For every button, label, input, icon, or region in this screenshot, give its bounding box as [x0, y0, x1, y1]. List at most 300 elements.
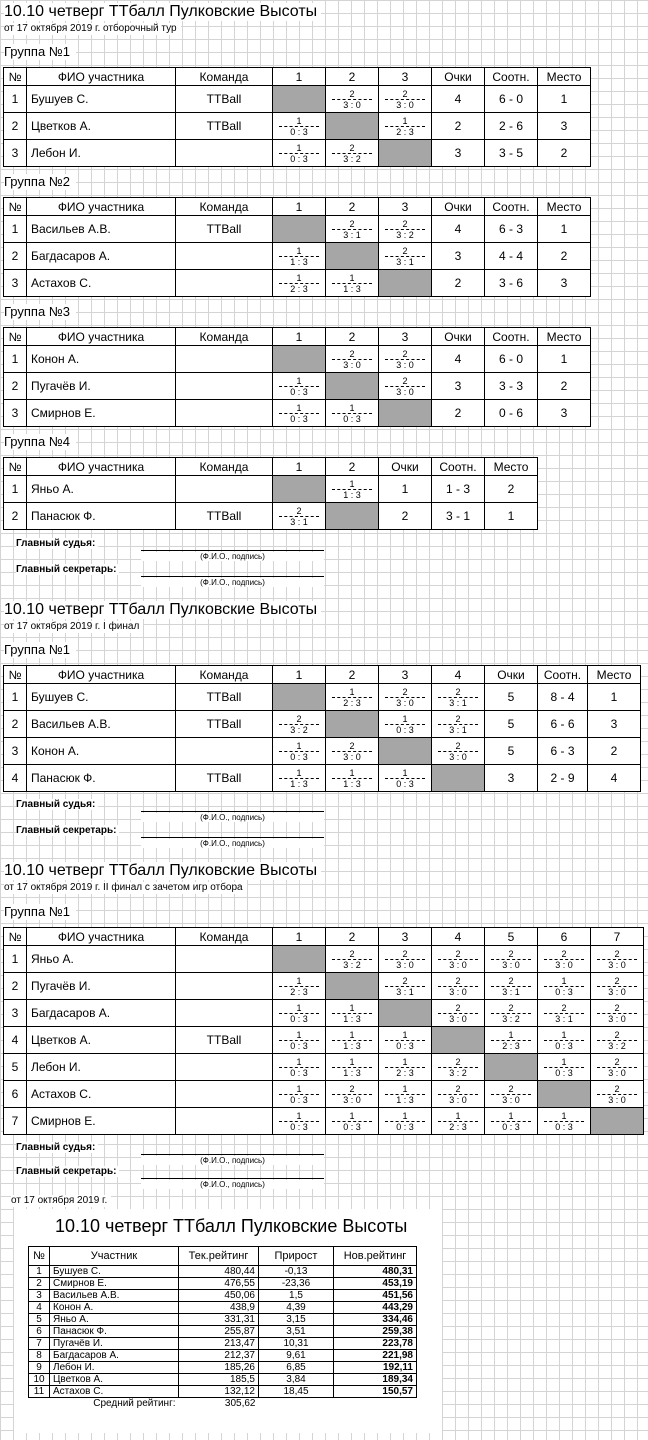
score: [326, 479, 378, 500]
set-score: 3 : 0: [608, 959, 626, 970]
points: 4: [432, 216, 485, 243]
match-points: 1: [279, 376, 319, 387]
row-number: 3: [4, 270, 27, 297]
ratio: 0 - 6: [485, 400, 538, 427]
set-score: 1 : 3: [343, 283, 361, 294]
row-number: 3: [4, 1000, 27, 1027]
team-name: [176, 400, 273, 427]
player-name: Яньо А.: [27, 476, 176, 503]
score: [326, 89, 378, 110]
rating-num: 2: [29, 1278, 50, 1290]
secretary-label: Главный секретарь:: [16, 1166, 119, 1177]
secretary-signature-line: [141, 576, 324, 577]
row-number: 1: [4, 86, 27, 113]
match-points: 1: [332, 479, 372, 490]
score-cell: [379, 113, 432, 140]
player-name: Пугачёв И.: [27, 373, 176, 400]
match-points: 1: [332, 273, 372, 284]
score: [273, 116, 325, 137]
self-cell: [273, 86, 326, 113]
rating-new: 150,57: [334, 1386, 417, 1398]
score-cell: [485, 1000, 538, 1027]
score: [326, 1084, 378, 1105]
rating-average-label: Средний рейтинг:: [93, 1398, 176, 1409]
match-points: 2: [279, 506, 319, 517]
match-points: 2: [438, 1084, 478, 1095]
set-score: 3 : 0: [449, 1094, 467, 1105]
ratio: 1 - 3: [432, 476, 485, 503]
match-points: 2: [438, 714, 478, 725]
player-name: Панасюк Ф.: [27, 765, 176, 792]
rating-player: Пугачёв И.: [50, 1338, 179, 1350]
ratio: 6 - 3: [485, 216, 538, 243]
rating-player: Бушуев С.: [50, 1266, 179, 1278]
score: [326, 1111, 378, 1132]
self-cell: [432, 765, 485, 792]
set-score: 3 : 1: [396, 256, 414, 267]
header-name: ФИО участника: [27, 666, 176, 684]
header-ratio: Соотн.: [432, 458, 485, 476]
row-number: 6: [4, 1081, 27, 1108]
rating-header-current: Тек.рейтинг: [179, 1247, 259, 1266]
match-points: 1: [385, 116, 425, 127]
rating-current: 480,44: [179, 1266, 259, 1278]
score-cell: [326, 684, 379, 711]
header-points: Очки: [485, 666, 538, 684]
score: [379, 976, 431, 997]
rating-num: 7: [29, 1338, 50, 1350]
table-row: [4, 1054, 644, 1081]
set-score: 3 : 0: [608, 1067, 626, 1078]
final1-subtitle: от 17 октября 2019 г. I финал: [4, 621, 143, 633]
set-score: 3 : 0: [343, 359, 361, 370]
score: [432, 1057, 484, 1078]
rating-row: [29, 1350, 417, 1362]
score: [273, 976, 325, 997]
score: [432, 741, 484, 762]
header-name: ФИО участника: [27, 328, 176, 346]
rating-row: [29, 1362, 417, 1374]
table-row: [4, 684, 641, 711]
score: [273, 1003, 325, 1024]
set-score: 3 : 1: [343, 229, 361, 240]
set-score: 3 : 1: [449, 724, 467, 735]
header-opponent-2: 2: [326, 198, 379, 216]
final1-table: [3, 665, 641, 792]
header-num: №: [4, 928, 27, 946]
score: [379, 1111, 431, 1132]
score: [538, 1057, 590, 1078]
header-opponent-3: 3: [379, 666, 432, 684]
score-cell: [379, 216, 432, 243]
secretary-signature-line: [141, 1178, 324, 1179]
header-opponent-1: 1: [273, 198, 326, 216]
match-points: 2: [491, 1003, 531, 1014]
match-points: 1: [332, 1111, 372, 1122]
match-points: 2: [385, 376, 425, 387]
points: 1: [379, 476, 432, 503]
points: 3: [432, 140, 485, 167]
rating-new: 223,78: [334, 1338, 417, 1350]
rating-average-value: 305,62: [224, 1398, 256, 1409]
row-number: 1: [4, 946, 27, 973]
ratio: 6 - 3: [538, 738, 588, 765]
row-number: 2: [4, 711, 27, 738]
place: 2: [485, 476, 538, 503]
header-row: [4, 328, 591, 346]
judge-signature-line: [141, 550, 324, 551]
match-points: 2: [491, 976, 531, 987]
set-score: 0 : 3: [555, 1121, 573, 1132]
score: [326, 768, 378, 789]
table-row: [4, 765, 641, 792]
set-score: 3 : 0: [502, 1094, 520, 1105]
score-cell: [326, 216, 379, 243]
header-place: Место: [538, 328, 591, 346]
row-number: 2: [4, 973, 27, 1000]
player-name: Васильев А.В.: [27, 216, 176, 243]
team-name: [176, 1108, 273, 1135]
score-cell: [485, 946, 538, 973]
match-points: 1: [332, 1030, 372, 1041]
score-cell: [326, 1108, 379, 1135]
score-cell: [273, 1054, 326, 1081]
match-points: 1: [279, 1057, 319, 1068]
set-score: 3 : 0: [396, 697, 414, 708]
match-points: 2: [597, 1084, 637, 1095]
score-cell: [273, 765, 326, 792]
header-ratio: Соотн.: [538, 666, 588, 684]
place: 4: [588, 765, 641, 792]
score: [591, 1057, 643, 1078]
match-points: 1: [385, 1084, 425, 1095]
header-team: Команда: [176, 68, 273, 86]
set-score: 0 : 3: [555, 1040, 573, 1051]
rating-delta: 6,85: [259, 1362, 334, 1374]
final2-group-label: Группа №1: [4, 904, 76, 920]
set-score: 3 : 0: [396, 99, 414, 110]
header-row: [4, 458, 538, 476]
match-points: 1: [332, 1003, 372, 1014]
score: [379, 376, 431, 397]
row-number: 3: [4, 400, 27, 427]
score-cell: [432, 973, 485, 1000]
player-name: Багдасаров А.: [27, 243, 176, 270]
match-points: 1: [438, 1111, 478, 1122]
score-cell: [273, 503, 326, 530]
team-name: TTBall: [176, 216, 273, 243]
ratio: 4 - 4: [485, 243, 538, 270]
place: 1: [538, 216, 591, 243]
match-points: 2: [332, 349, 372, 360]
score-cell: [432, 1054, 485, 1081]
header-team: Команда: [176, 198, 273, 216]
player-name: Конон А.: [27, 738, 176, 765]
score-cell: [485, 973, 538, 1000]
set-score: 0 : 3: [290, 1013, 308, 1024]
header-opponent-1: 1: [273, 68, 326, 86]
table-row: [4, 946, 644, 973]
header-num: №: [4, 68, 27, 86]
score: [273, 1084, 325, 1105]
match-points: 1: [279, 403, 319, 414]
header-opponent-1: 1: [273, 666, 326, 684]
rating-row: [29, 1386, 417, 1398]
header-name: ФИО участника: [27, 198, 176, 216]
team-name: [176, 140, 273, 167]
secretary-hint: (Ф.И.О., подпись): [141, 1180, 324, 1189]
score: [538, 1030, 590, 1051]
score: [379, 349, 431, 370]
score: [326, 1030, 378, 1051]
self-cell: [326, 711, 379, 738]
set-score: 1 : 3: [290, 256, 308, 267]
table-row: [4, 140, 591, 167]
header-opponent-2: 2: [326, 68, 379, 86]
team-name: [176, 270, 273, 297]
set-score: 3 : 2: [449, 1067, 467, 1078]
match-points: 2: [332, 143, 372, 154]
score: [379, 1057, 431, 1078]
match-points: 2: [438, 1057, 478, 1068]
match-points: 2: [597, 1057, 637, 1068]
score-cell: [326, 946, 379, 973]
place: 1: [485, 503, 538, 530]
score: [273, 143, 325, 164]
rating-header-name: Участник: [50, 1247, 179, 1266]
match-points: 1: [385, 714, 425, 725]
score-cell: [326, 346, 379, 373]
score-cell: [273, 1027, 326, 1054]
header-place: Место: [538, 68, 591, 86]
judge-signature-line: [141, 811, 324, 812]
player-name: Багдасаров А.: [27, 1000, 176, 1027]
score: [591, 1003, 643, 1024]
score: [591, 1084, 643, 1105]
header-num: №: [4, 328, 27, 346]
match-points: 1: [332, 403, 372, 414]
score-cell: [273, 711, 326, 738]
header-row: [4, 666, 641, 684]
set-score: 2 : 3: [290, 283, 308, 294]
player-name: Смирнов Е.: [27, 1108, 176, 1135]
rating-current: 185,5: [179, 1374, 259, 1386]
score-cell: [379, 973, 432, 1000]
points: 3: [432, 373, 485, 400]
rating-num: 10: [29, 1374, 50, 1386]
score: [379, 687, 431, 708]
row-number: 1: [4, 476, 27, 503]
table-row: [4, 711, 641, 738]
rating-current: 213,47: [179, 1338, 259, 1350]
judge-hint: (Ф.И.О., подпись): [141, 552, 324, 561]
team-name: [176, 973, 273, 1000]
match-points: 2: [385, 349, 425, 360]
final2-table: [3, 927, 644, 1135]
team-name: [176, 1054, 273, 1081]
rating-current: 438,9: [179, 1302, 259, 1314]
match-points: 1: [279, 1084, 319, 1095]
match-points: 1: [279, 143, 319, 154]
match-points: 1: [544, 1057, 584, 1068]
set-score: 3 : 0: [343, 1094, 361, 1105]
rating-player: Астахов С.: [50, 1386, 179, 1398]
score-cell: [485, 1081, 538, 1108]
player-name: Лебон И.: [27, 140, 176, 167]
table-row: [4, 1081, 644, 1108]
team-name: TTBall: [176, 86, 273, 113]
rating-header-new: Нов.рейтинг: [334, 1247, 417, 1266]
rating-player: Васильев А.В.: [50, 1290, 179, 1302]
row-number: 7: [4, 1108, 27, 1135]
score: [273, 403, 325, 424]
score-cell: [326, 86, 379, 113]
team-name: TTBall: [176, 503, 273, 530]
rating-average-spacer: [259, 1398, 417, 1410]
header-points: Очки: [379, 458, 432, 476]
set-score: 0 : 3: [290, 1040, 308, 1051]
rating-delta: 3,84: [259, 1374, 334, 1386]
rating-current: 255,87: [179, 1326, 259, 1338]
score: [273, 1030, 325, 1051]
rating-num: 11: [29, 1386, 50, 1398]
score: [591, 949, 643, 970]
score: [379, 219, 431, 240]
score: [538, 1111, 590, 1132]
score-cell: [273, 738, 326, 765]
match-points: 1: [279, 768, 319, 779]
score-cell: [538, 1108, 591, 1135]
score-cell: [379, 1081, 432, 1108]
header-opponent-6: 6: [538, 928, 591, 946]
score-cell: [379, 243, 432, 270]
rating-delta: 10,31: [259, 1338, 334, 1350]
qual-group1-table: [3, 67, 591, 167]
score-cell: [432, 946, 485, 973]
match-points: 2: [332, 219, 372, 230]
match-points: 1: [279, 1030, 319, 1041]
ratio: 2 - 9: [538, 765, 588, 792]
match-points: 2: [385, 219, 425, 230]
match-points: 1: [279, 1003, 319, 1014]
set-score: 3 : 0: [555, 959, 573, 970]
score: [326, 741, 378, 762]
secretary-label: Главный секретарь:: [16, 564, 119, 575]
rating-new: 451,56: [334, 1290, 417, 1302]
self-cell: [326, 973, 379, 1000]
match-points: 2: [332, 1084, 372, 1095]
set-score: 0 : 3: [396, 1121, 414, 1132]
score-cell: [432, 711, 485, 738]
player-name: Яньо А.: [27, 946, 176, 973]
place: 2: [538, 140, 591, 167]
score-cell: [379, 765, 432, 792]
score: [432, 976, 484, 997]
score-cell: [379, 346, 432, 373]
set-score: 3 : 2: [396, 229, 414, 240]
self-cell: [591, 1108, 644, 1135]
score-cell: [273, 400, 326, 427]
score-cell: [273, 243, 326, 270]
points: 3: [485, 765, 538, 792]
ratio: 6 - 6: [538, 711, 588, 738]
self-cell: [326, 503, 379, 530]
match-points: 2: [332, 741, 372, 752]
rating-current: 185,26: [179, 1362, 259, 1374]
header-opponent-4: 4: [432, 928, 485, 946]
set-score: 3 : 0: [608, 1094, 626, 1105]
self-cell: [273, 346, 326, 373]
player-name: Конон А.: [27, 346, 176, 373]
row-number: 2: [4, 113, 27, 140]
rating-new: 259,38: [334, 1326, 417, 1338]
set-score: 1 : 3: [343, 489, 361, 500]
score: [485, 1084, 537, 1105]
score: [432, 1111, 484, 1132]
score-cell: [538, 1027, 591, 1054]
score: [432, 687, 484, 708]
set-score: 3 : 2: [343, 959, 361, 970]
score-cell: [538, 1000, 591, 1027]
header-opponent-7: 7: [591, 928, 644, 946]
score-cell: [485, 1027, 538, 1054]
rating-header-delta: Прирост: [259, 1247, 334, 1266]
match-points: 1: [385, 1030, 425, 1041]
score: [485, 949, 537, 970]
self-cell: [538, 1081, 591, 1108]
score-cell: [432, 684, 485, 711]
header-team: Команда: [176, 328, 273, 346]
score-cell: [591, 973, 644, 1000]
set-score: 3 : 1: [396, 986, 414, 997]
player-name: Астахов С.: [27, 1081, 176, 1108]
rating-num: 1: [29, 1266, 50, 1278]
row-number: 3: [4, 140, 27, 167]
team-name: [176, 738, 273, 765]
rating-row: [29, 1326, 417, 1338]
match-points: 1: [279, 1111, 319, 1122]
rating-num: 9: [29, 1362, 50, 1374]
header-row: [4, 68, 591, 86]
ratio: 3 - 5: [485, 140, 538, 167]
player-name: Бушуев С.: [27, 684, 176, 711]
place: 1: [538, 346, 591, 373]
score-cell: [273, 1081, 326, 1108]
score: [485, 1003, 537, 1024]
table-row: [4, 270, 591, 297]
set-score: 3 : 0: [449, 1013, 467, 1024]
score-cell: [379, 1108, 432, 1135]
table-row: [4, 1108, 644, 1135]
score-cell: [273, 113, 326, 140]
points: 5: [485, 738, 538, 765]
score: [326, 1057, 378, 1078]
team-name: [176, 373, 273, 400]
score-cell: [273, 1108, 326, 1135]
score: [326, 687, 378, 708]
rating-current: 450,06: [179, 1290, 259, 1302]
score: [538, 976, 590, 997]
table-row: [4, 400, 591, 427]
match-points: 2: [438, 1003, 478, 1014]
match-points: 2: [544, 949, 584, 960]
player-name: Цветков А.: [27, 113, 176, 140]
match-points: 2: [385, 687, 425, 698]
rating-row: [29, 1338, 417, 1350]
match-points: 2: [597, 976, 637, 987]
score-cell: [326, 765, 379, 792]
player-name: Астахов С.: [27, 270, 176, 297]
